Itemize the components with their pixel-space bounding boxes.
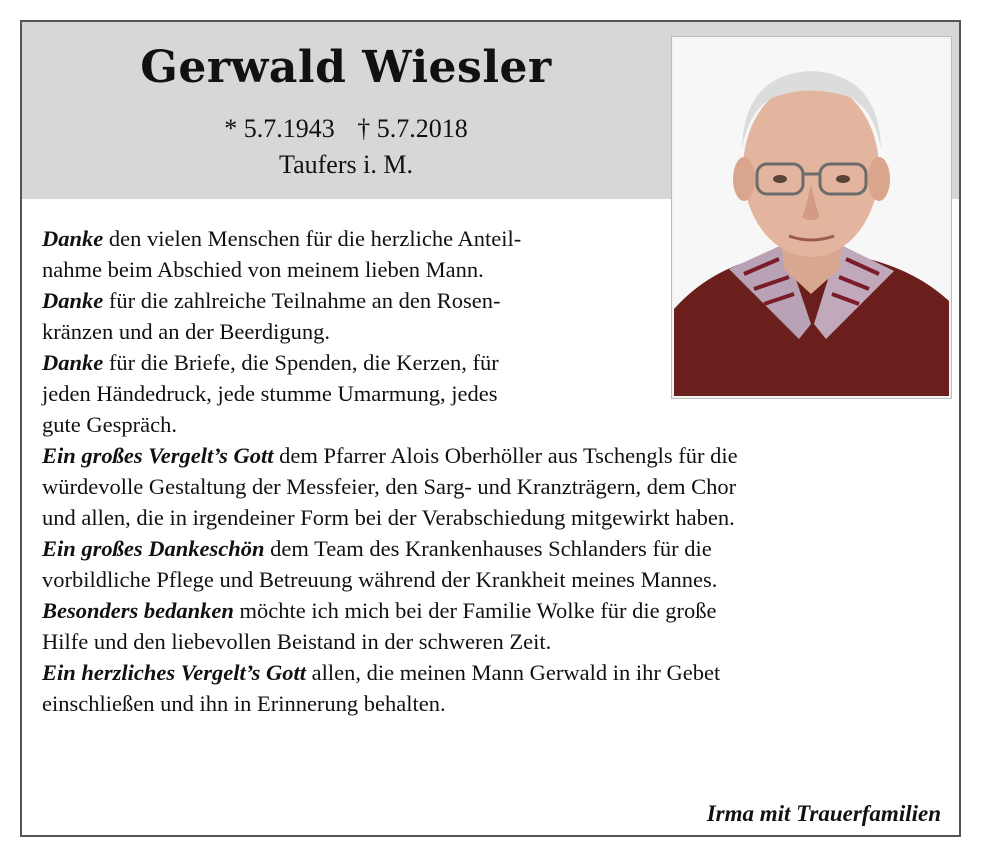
text-line: Hilfe und den liebevollen Beistand in der schweren Zeit. — [42, 629, 552, 654]
deceased-name: Gerwald Wiesler — [140, 42, 552, 93]
text-line: und allen, die in irgendeiner Form bei der Verabschiedung mitgewirkt haben. — [42, 505, 735, 530]
text-run: den vielen Menschen für die herzliche Anteil- — [103, 226, 522, 251]
text-emphasis: Danke — [42, 226, 104, 251]
text-line: kränzen und an der Beerdigung. — [42, 319, 331, 344]
text-emphasis: Ein herzliches Vergelt’s Gott — [42, 660, 306, 685]
text-emphasis: Besonders bedanken — [42, 598, 234, 623]
text-run: allen, die meinen Mann Gerwald in ihr Gebet — [305, 660, 721, 685]
text-line: gute Gespräch. — [42, 412, 177, 437]
text-line: jeden Händedruck, jede stumme Umarmung, jedes — [42, 381, 498, 406]
text-line — [42, 595, 738, 626]
text-emphasis: Danke — [42, 288, 104, 313]
thank-you-text — [42, 223, 738, 719]
text-line: einschließen und ihn in Erinnerung behalten. — [42, 691, 446, 716]
birth-date: * 5.7.1943 — [224, 114, 335, 143]
text-run: möchte ich mich bei der Familie Wolke für die große — [233, 598, 717, 623]
text-run: für die Briefe, die Spenden, die Kerzen, für — [103, 350, 499, 375]
death-date: † 5.7.2018 — [357, 114, 468, 143]
text-line: vorbildliche Pflege und Betreuung während der Krankheit meines Mannes. — [42, 567, 718, 592]
text-emphasis: Danke — [42, 350, 104, 375]
place-of-residence: Taufers i. M. — [279, 150, 413, 179]
obituary-card — [20, 20, 961, 837]
text-line: würdevolle Gestaltung der Messfeier, den Sarg- und Kranzträgern, dem Chor — [42, 474, 737, 499]
text-line — [42, 223, 738, 254]
signature: Irma mit Trauerfamilien — [706, 801, 941, 826]
text-emphasis: Ein großes Dankeschön — [42, 536, 265, 561]
text-run: für die zahlreiche Teilnahme an den Rosen- — [103, 288, 501, 313]
life-dates — [22, 114, 670, 144]
text-line — [42, 440, 738, 471]
text-line — [42, 657, 738, 688]
text-line — [42, 347, 738, 378]
text-run: dem Team des Krankenhauses Schlanders für die — [264, 536, 712, 561]
text-line — [42, 533, 738, 564]
text-line — [42, 285, 738, 316]
text-run: dem Pfarrer Alois Oberhöller aus Tschengls für die — [273, 443, 738, 468]
text-emphasis: Ein großes Vergelt’s Gott — [42, 443, 274, 468]
text-line: nahme beim Abschied von meinem lieben Mann. — [42, 257, 484, 282]
